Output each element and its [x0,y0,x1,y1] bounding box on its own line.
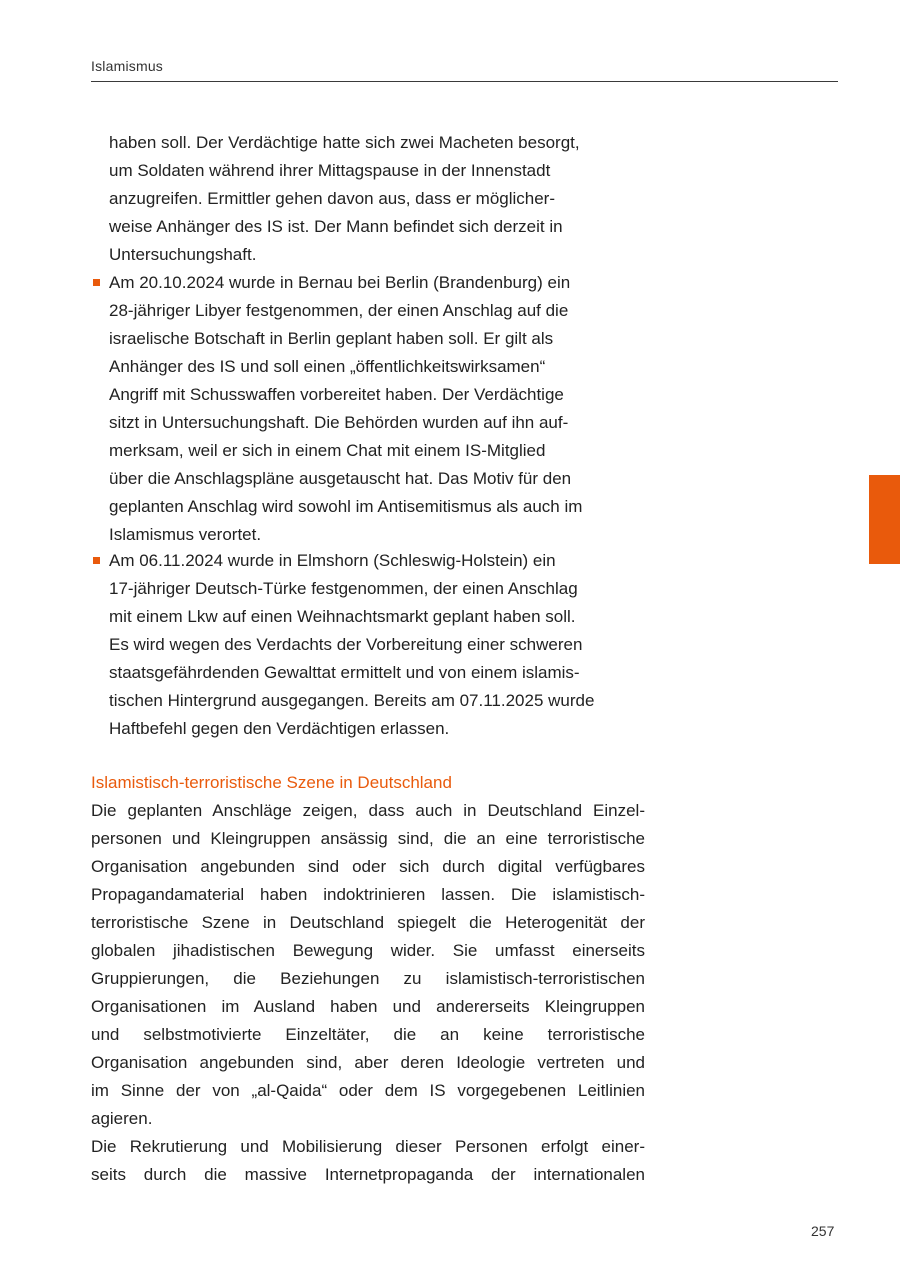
text-line: über die Anschlagspläne ausgetauscht hat. Das Motiv für den [109,469,572,488]
text-line: tischen Hintergrund ausgegangen. Bereits am 07.11.2025 wurde [109,691,595,710]
text-line: 17-jähriger Deutsch-Türke festgenommen, der einen Anschlag [109,579,578,598]
text-line: seits durch die massive Internetpropaganda der internationalen [91,1165,645,1184]
text-line: israelische Botschaft in Berlin geplant haben soll. Er gilt als [109,329,554,348]
text-line: 28-jähriger Libyer festgenommen, der einen Anschlag auf die [109,301,569,320]
text-line: staatsgefährdenden Gewalttat ermittelt und von einem islamis- [109,663,580,682]
header-section-title: Islamismus [91,58,164,74]
text-line: anzugreifen. Ermittler gehen davon aus, dass er möglicher- [109,189,556,208]
text-line: terroristische Szene in Deutschland spiegelt die Heterogenität der [91,913,645,932]
text-line: Es wird wegen des Verdachts der Vorbereitung einer schweren [109,635,583,654]
chapter-side-tab [869,475,900,564]
text-line: im Sinne der von „al-Qaida“ oder dem IS vorgegebenen Leitlinien [91,1081,645,1100]
text-line: Angriff mit Schusswaffen vorbereitet haben. Der Verdächtige [109,385,564,404]
text-line: globalen jihadistischen Bewegung wider. Sie umfasst einerseits [91,941,645,960]
bullet-square-icon [93,557,100,564]
text-line: Organisation angebunden sind oder sich durch digital verfügbares [91,857,645,876]
text-line: Am 20.10.2024 wurde in Bernau bei Berlin (Brandenburg) ein [109,273,571,292]
text-line: Die geplanten Anschläge zeigen, dass auch in Deutschland Einzel- [91,801,645,820]
page-number: 257 [811,1223,835,1239]
text-line: um Soldaten während ihrer Mittagspause in der Innenstadt [109,161,551,180]
text-line: Die Rekrutierung und Mobilisierung dieser Personen erfolgt einer- [91,1137,645,1156]
text-line: Haftbefehl gegen den Verdächtigen erlassen. [109,719,450,738]
text-line: Anhänger des IS und soll einen „öffentlichkeitswirksamen“ [109,357,546,376]
bullet-square-icon [93,279,100,286]
header-rule [91,81,838,82]
text-line: geplanten Anschlag wird sowohl im Antisemitismus als auch im [109,497,583,516]
text-line: agieren. [91,1109,153,1128]
text-line: haben soll. Der Verdächtige hatte sich zwei Macheten besorgt, [109,133,580,152]
text-line: Untersuchungshaft. [109,245,257,264]
text-line: sitzt in Untersuchungshaft. Die Behörden wurden auf ihn auf- [109,413,569,432]
text-line: Islamismus verortet. [109,525,262,544]
text-line: mit einem Lkw auf einen Weihnachtsmarkt geplant haben soll. [109,607,576,626]
text-line: weise Anhänger des IS ist. Der Mann befindet sich derzeit in [109,217,563,236]
text-line: und selbstmotivierte Einzeltäter, die an keine terroristische [91,1025,645,1044]
text-line: Gruppierungen, die Beziehungen zu islamistisch-terroristischen [91,969,645,988]
text-line: Am 06.11.2024 wurde in Elmshorn (Schleswig-Holstein) ein [109,551,556,570]
text-line: Organisationen im Ausland haben und andererseits Kleingruppen [91,997,645,1016]
text-line: merksam, weil er sich in einem Chat mit einem IS-Mitglied [109,441,546,460]
text-line: Propagandamaterial haben indoktrinieren lassen. Die islamistisch- [91,885,645,904]
text-line: personen und Kleingruppen ansässig sind, die an eine terroristische [91,829,645,848]
section-heading: Islamistisch-terroristische Szene in Deutschland [91,773,452,792]
text-line: Organisation angebunden sind, aber deren Ideologie vertreten und [91,1053,645,1072]
